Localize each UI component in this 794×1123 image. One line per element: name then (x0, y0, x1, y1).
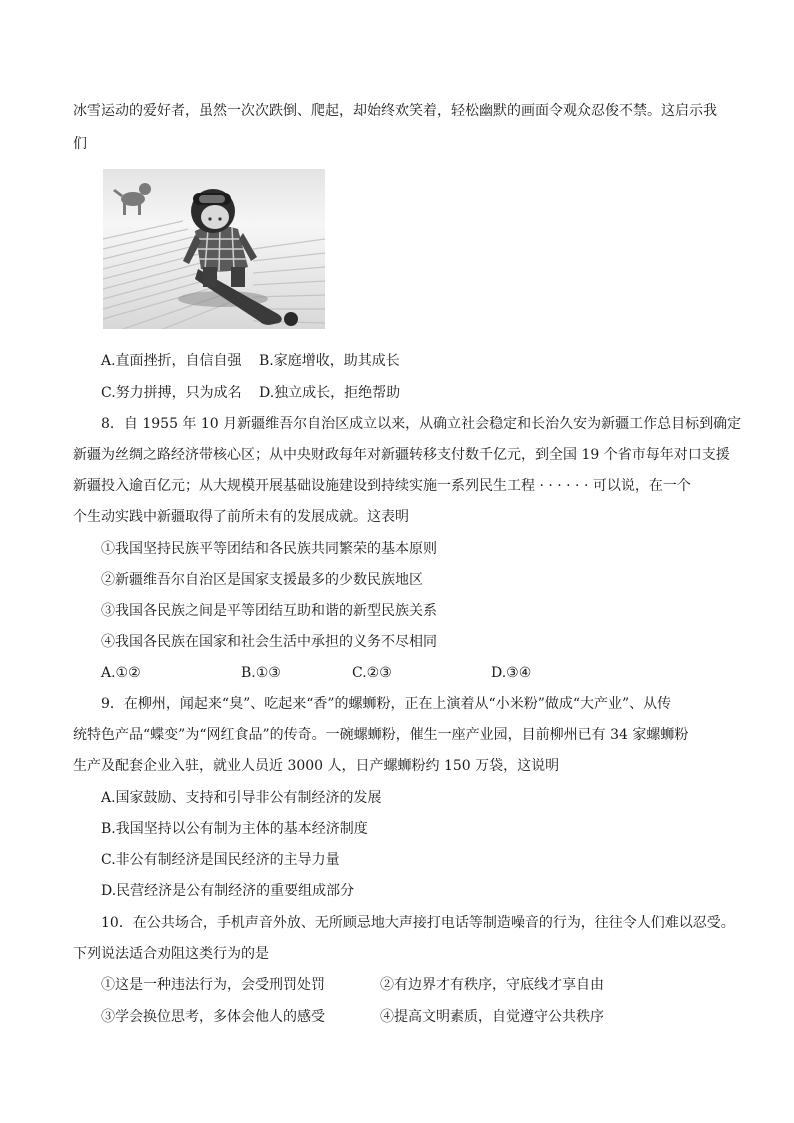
q10-item-3: ③学会换位思考，多体会他人的感受 (101, 1009, 325, 1025)
q8-item-1: ①我国坚持民族平等团结和各民族共同繁荣的基本原则 (101, 541, 437, 557)
q8-stem-line1: 8．自 1955 年 10 月新疆维吾尔自治区成立以来，从确立社会稳定和长治久安为新疆工作总目标到确定 (101, 416, 742, 432)
q8-option-c: C.②③ (352, 665, 392, 681)
q8-item-4: ④我国各民族在国家和社会生活中承担的义务不尽相同 (101, 634, 437, 650)
q9-stem-line1: 9．在柳州，闻起来“臭”、吃起来“香”的螺蛳粉，正在上演着从“小米粉”做成“大产业”、从传 (101, 696, 672, 712)
q9-option-d: D.民营经济是公有制经济的重要组成部分 (101, 883, 355, 899)
q8-option-b: B.①③ (241, 665, 281, 681)
q8-option-d: D.③④ (491, 665, 532, 681)
q7-option-a: A.直面挫折，自信自强 (101, 353, 242, 369)
q8-stem-line3: 新疆投入逾百亿元；从大规模开展基础设施建设到持续实施一系列民生工程 · · · · · · 可以说，在一个 (73, 478, 691, 494)
q9-option-a: A.国家鼓励、支持和引导非公有制经济的发展 (101, 790, 382, 806)
q9-option-c: C.非公有制经济是国民经济的主导力量 (101, 852, 340, 868)
q7-option-b: B.家庭增收，助其成长 (259, 353, 400, 369)
q8-stem-line2: 新疆为丝绸之路经济带核心区；从中央财政每年对新疆转移支付数千亿元，到全国 19 个省市每年对口支援 (73, 447, 730, 463)
q8-item-2: ②新疆维吾尔自治区是国家支援最多的少数民族地区 (101, 572, 423, 588)
q8-item-3: ③我国各民族之间是平等团结互助和谐的新型民族关系 (101, 603, 437, 619)
q7-option-c: C.努力拼搏，只为成名 (101, 385, 242, 401)
photo-illustration (103, 169, 325, 329)
q10-stem-line1: 10．在公共场合，手机声音外放、无所顾忌地大声接打电话等制造噪音的行为，往往令人们难以忍受。 (101, 915, 735, 931)
q7-option-d: D.独立成长，拒绝帮助 (259, 385, 401, 401)
q10-stem-line2: 下列说法适合劝阻这类行为的是 (73, 946, 269, 962)
snowboard-child-photo (103, 169, 325, 329)
q8-option-a: A.①② (101, 665, 141, 681)
q10-item-4: ④提高文明素质，自觉遵守公共秩序 (380, 1009, 604, 1025)
q7-stem-line1: 冰雪运动的爱好者，虽然一次次跌倒、爬起，却始终欢笑着，轻松幽默的画面令观众忍俊不禁。这启示我 (73, 103, 717, 119)
q8-stem-line4: 个生动实践中新疆取得了前所未有的发展成就。这表明 (73, 509, 409, 525)
q10-item-1: ①这是一种违法行为，会受刑罚处罚 (101, 977, 325, 993)
q10-item-2: ②有边界才有秩序，守底线才享自由 (380, 977, 604, 993)
q9-option-b: B.我国坚持以公有制为主体的基本经济制度 (101, 821, 368, 837)
q7-stem-line2: 们 (73, 136, 87, 152)
q9-stem-line2: 统特色产品“蝶变”为“网红食品”的传奇。一碗螺蛳粉，催生一座产业园，目前柳州已有 34 家螺蛳粉 (73, 727, 689, 743)
q9-stem-line3: 生产及配套企业入驻，就业人员近 3000 人，日产螺蛳粉约 150 万袋，这说明 (73, 758, 560, 774)
